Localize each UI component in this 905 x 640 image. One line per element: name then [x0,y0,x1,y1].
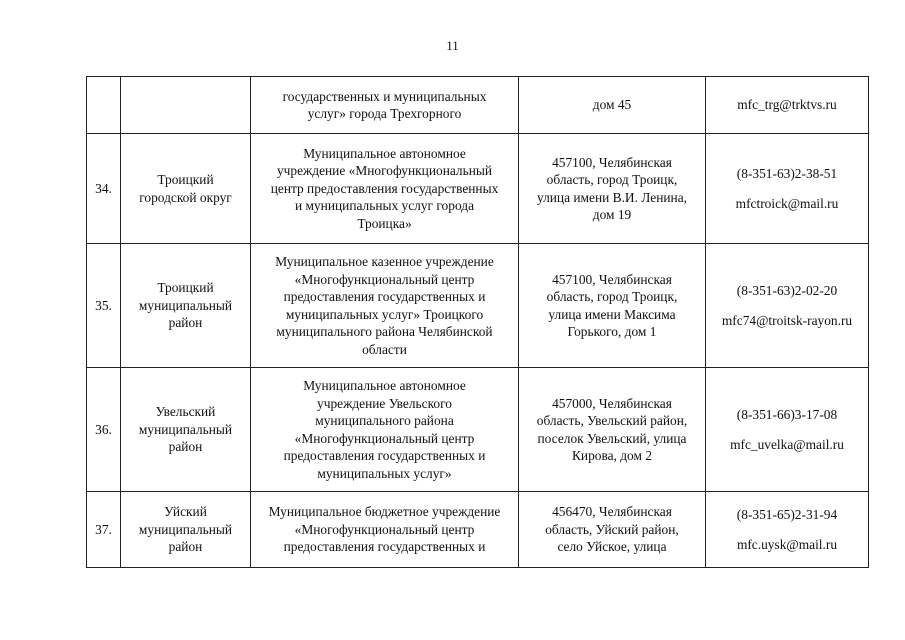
phone-number: (8-351-63)2-02-20 [736,282,838,298]
municipality-name [121,77,251,134]
organization-name: государственных и муниципальных услуг» города Трехгорного [251,77,519,134]
phone-number: (8-351-66)3-17-08 [736,406,838,422]
table-row [87,492,869,568]
contacts [706,244,869,368]
row-number: 37. [87,492,121,568]
table-row [87,368,869,492]
municipality-name: Троицкий муниципальный район [121,244,251,368]
contacts [706,77,869,134]
email-address: mfctroick@mail.ru [735,196,839,211]
row-number: 35. [87,244,121,368]
address: 456470, Челябинская область, Уйский район, село Уйское, улица [519,492,706,568]
organization-name: Муниципальное бюджетное учреждение «Многофункциональный центр предоставления государственных и [251,492,519,568]
address: 457100, Челябинская область, город Троицк, улица имени В.И. Ленина, дом 19 [519,134,706,244]
mfc-table [86,76,869,568]
address: 457100, Челябинская область, город Троицк, улица имени Максима Горького, дом 1 [519,244,706,368]
email-address: mfc.uysk@mail.ru [736,537,838,552]
email-address: mfc_uvelka@mail.ru [730,437,844,452]
contacts [706,492,869,568]
municipality-name: Увельский муниципальный район [121,368,251,492]
row-number: 34. [87,134,121,244]
municipality-name: Троицкий городской округ [121,134,251,244]
table-row [87,244,869,368]
organization-name: Муниципальное казенное учреждение «Многофункциональный центр предоставления государственных и муниципальных услуг» Троицкого муниципального района Челябинской области [251,244,519,368]
contacts [706,134,869,244]
table-row [87,134,869,244]
address: дом 45 [519,77,706,134]
contacts [706,368,869,492]
email-address: mfc_trg@trktvs.ru [737,97,837,113]
organization-name: Муниципальное автономное учреждение «Многофункциональный центр предоставления государственных и муниципальных услуг города Троицка» [251,134,519,244]
address: 457000, Челябинская область, Увельский район, поселок Увельский, улица Кирова, дом 2 [519,368,706,492]
municipality-name: Уйский муниципальный район [121,492,251,568]
organization-name: Муниципальное автономное учреждение Увельского муниципального района «Многофункциональный центр предоставления государственных и муниципальных услуг» [251,368,519,492]
phone-number: (8-351-63)2-38-51 [736,165,838,181]
table-row [87,77,869,134]
page-number: 11 [446,38,459,53]
row-number: 36. [87,368,121,492]
email-address: mfc74@troitsk-rayon.ru [721,313,853,328]
row-number [87,77,121,134]
phone-number: (8-351-65)2-31-94 [736,506,838,522]
